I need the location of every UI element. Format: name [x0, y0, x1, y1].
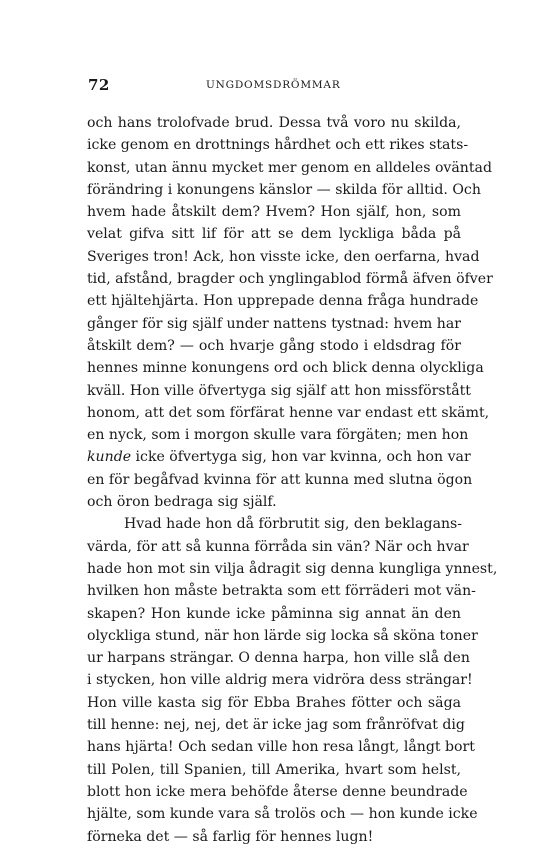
- text-line: Hon ville kasta sig för Ebba Brahes fötter och säga: [87, 694, 461, 711]
- page-number: 72: [88, 76, 110, 94]
- text-line: icke genom en drottnings hårdhet och ett rikes stats-: [87, 137, 469, 154]
- text-line: åtskilt dem? — och hvarje gång stodo i eldsdrag för: [87, 337, 461, 354]
- text-line: värda, för att så kunna förråda sin vän? När och hvar: [87, 538, 469, 555]
- text-line: och öron bedraga sig själf.: [87, 494, 277, 511]
- text-line: en för begåfvad kvinna för att kunna med slutna ögon: [87, 471, 473, 488]
- text-line: skapen? Hon kunde icke påminna sig annat än den: [87, 605, 461, 622]
- text-line: hvem hade åtskilt dem? Hvem? Hon själf, hon, som: [87, 204, 461, 221]
- text-line: och hans trolofvade brud. Dessa två voro nu skilda,: [87, 115, 461, 131]
- text-line: hvilken hon måste betrakta som ett förräderi mot vän-: [87, 583, 476, 600]
- text-line: till henne: nej, nej, det är icke jag som frånröfvat dig: [87, 717, 465, 734]
- text-line: en nyck, som i morgon skulle vara förgäten; men hon: [87, 427, 469, 444]
- text-line: hans hjärta! Och sedan ville hon resa långt, långt bort: [87, 739, 475, 756]
- text-line: hennes minne konungens ord och blick denna olyckliga: [87, 360, 484, 377]
- text-line: honom, att det som förfärat henne var endast ett skämt,: [87, 404, 490, 421]
- text-line: Hvad hade hon då förbrutit sig, den beklagans-: [124, 516, 463, 533]
- text-line: förneka det — så farlig för hennes lugn!: [87, 828, 374, 845]
- text-line: blott hon icke mera behöfde återse denne beundrade: [87, 783, 468, 800]
- page-header: [88, 76, 460, 96]
- body-text: [87, 112, 498, 848]
- text-line: konst, utan ännu mycket mer genom en alldeles oväntad: [87, 159, 492, 176]
- line-text: icke öfvertyga sig, hon var kvinna, och hon var: [131, 449, 471, 466]
- text-line: [87, 446, 471, 468]
- emphasized-word: kunde: [87, 449, 132, 466]
- text-line: kväll. Hon ville öfvertyga sig själf att hon missförstått: [87, 382, 471, 399]
- text-line: ur harpans strängar. O denna harpa, hon ville slå den: [87, 650, 470, 667]
- text-line: till Polen, till Spanien, till Amerika, hvart som helst,: [87, 761, 461, 778]
- text-line: hade hon mot sin vilja ådragit sig denna kungliga ynnest,: [87, 560, 498, 577]
- text-line: tid, afstånd, bragder och ynglingablod förmå äfven öfver: [87, 271, 493, 288]
- text-line: ett hjältehjärta. Hon upprepade denna fråga hundrade: [87, 293, 479, 310]
- text-line: i stycken, hon ville aldrig mera vidröra dess strängar!: [87, 672, 473, 689]
- text-line: Sveriges tron! Ack, hon visste icke, den oerfarna, hvad: [87, 248, 480, 265]
- running-title: UNGDOMSDRÖMMAR: [206, 79, 341, 91]
- text-line: gånger för sig själf under nattens tystnad: hvem har: [87, 315, 461, 332]
- text-line: förändring i konungens känslor — skilda för alltid. Och: [87, 181, 481, 198]
- text-line: hjälte, som kunde vara så trolös och — hon kunde icke: [87, 806, 478, 823]
- text-line: olyckliga stund, när hon lärde sig locka så sköna toner: [87, 627, 478, 644]
- text-line: velat gifva sitt lif för att se dem lyckliga båda på: [87, 226, 461, 243]
